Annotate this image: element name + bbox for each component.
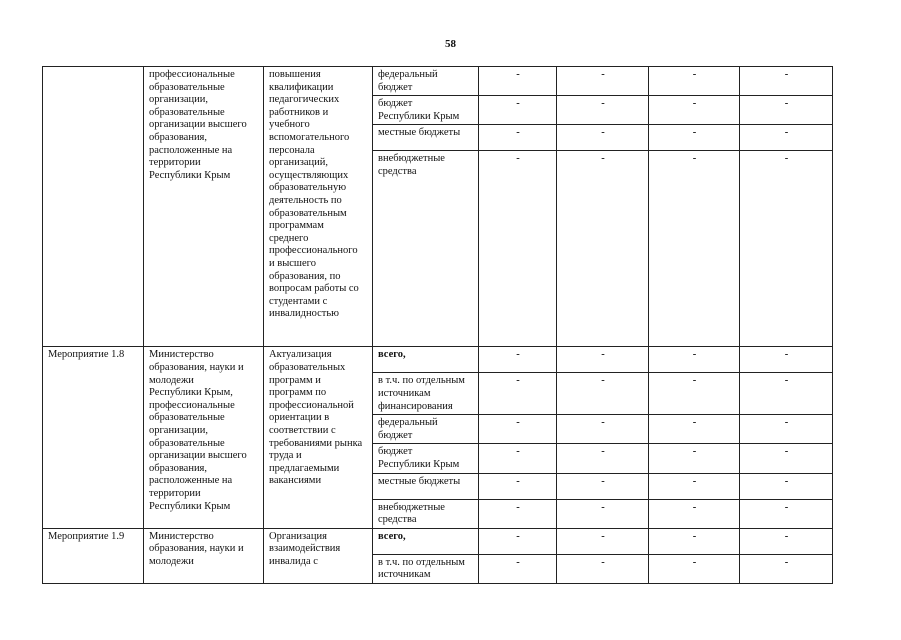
value-cell: - (740, 499, 833, 528)
value-cell: - (649, 151, 740, 347)
value-cell: - (740, 554, 833, 583)
table-row (43, 67, 833, 96)
value-cell: - (479, 125, 557, 151)
value-cell: - (557, 125, 649, 151)
value-cell: - (740, 415, 833, 444)
value-cell: - (479, 67, 557, 96)
value-cell: - (557, 67, 649, 96)
value-cell: - (649, 499, 740, 528)
value-cell: - (479, 151, 557, 347)
financing-table (42, 66, 833, 584)
source-cell: внебюджетные средства (373, 151, 479, 347)
description-cell: Актуализация образовательных программ и программ по профессиональной ориентации в соответствии с требованиями рынка труда и предлагаемыми вакансиями (264, 347, 373, 528)
value-cell: - (740, 67, 833, 96)
value-cell: - (649, 125, 740, 151)
value-cell: - (649, 554, 740, 583)
source-cell: всего, (373, 528, 479, 554)
source-cell: местные бюджеты (373, 473, 479, 499)
table-row (43, 347, 833, 373)
description-cell: Организация взаимодействия инвалида с (264, 528, 373, 583)
source-cell: федеральный бюджет (373, 67, 479, 96)
value-cell: - (557, 499, 649, 528)
value-cell: - (649, 96, 740, 125)
value-cell: - (649, 373, 740, 415)
value-cell: - (649, 347, 740, 373)
value-cell: - (557, 473, 649, 499)
value-cell: - (557, 347, 649, 373)
value-cell: - (740, 96, 833, 125)
value-cell: - (740, 444, 833, 473)
value-cell: - (479, 473, 557, 499)
value-cell: - (557, 528, 649, 554)
source-cell: бюджет Республики Крым (373, 444, 479, 473)
value-cell: - (479, 528, 557, 554)
source-cell: федеральный бюджет (373, 415, 479, 444)
value-cell: - (479, 554, 557, 583)
value-cell: - (740, 347, 833, 373)
source-cell: в т.ч. по отдельным источникам (373, 554, 479, 583)
value-cell: - (649, 528, 740, 554)
source-cell: внебюджетные средства (373, 499, 479, 528)
executor-cell: профессиональные образовательные организации, образовательные организации высшего образования, расположенные на территории Республики Крым (144, 67, 264, 347)
value-cell: - (557, 444, 649, 473)
value-cell: - (649, 473, 740, 499)
value-cell: - (740, 151, 833, 347)
value-cell: - (557, 373, 649, 415)
value-cell: - (557, 415, 649, 444)
value-cell: - (740, 125, 833, 151)
activity-cell: Мероприятие 1.8 (43, 347, 144, 528)
executor-cell: Министерство образования, науки и молодежи Республики Крым, профессиональные образовательные организации, образовательные организации высшего образования, расположенные на территории Республики Крым (144, 347, 264, 528)
value-cell: - (557, 96, 649, 125)
value-cell: - (740, 473, 833, 499)
value-cell: - (649, 415, 740, 444)
description-cell: повышения квалификации педагогических работников и учебного вспомогательного персонала организаций, осуществляющих образовательную деятельность по образовательным программам среднего профессионального и высшего образования, по вопросам работы со студентами с инвалидностью (264, 67, 373, 347)
value-cell: - (479, 347, 557, 373)
value-cell: - (479, 96, 557, 125)
executor-cell: Министерство образования, науки и молодежи (144, 528, 264, 583)
value-cell: - (557, 554, 649, 583)
value-cell: - (479, 415, 557, 444)
source-cell: местные бюджеты (373, 125, 479, 151)
activity-cell: Мероприятие 1.9 (43, 528, 144, 583)
value-cell: - (557, 151, 649, 347)
table-row (43, 528, 833, 554)
activity-cell (43, 67, 144, 347)
page-number: 58 (445, 38, 456, 50)
value-cell: - (479, 444, 557, 473)
value-cell: - (740, 528, 833, 554)
value-cell: - (479, 373, 557, 415)
source-cell: всего, (373, 347, 479, 373)
value-cell: - (649, 67, 740, 96)
value-cell: - (740, 373, 833, 415)
value-cell: - (479, 499, 557, 528)
source-cell: бюджет Республики Крым (373, 96, 479, 125)
source-cell: в т.ч. по отдельным источникам финансирования (373, 373, 479, 415)
value-cell: - (649, 444, 740, 473)
